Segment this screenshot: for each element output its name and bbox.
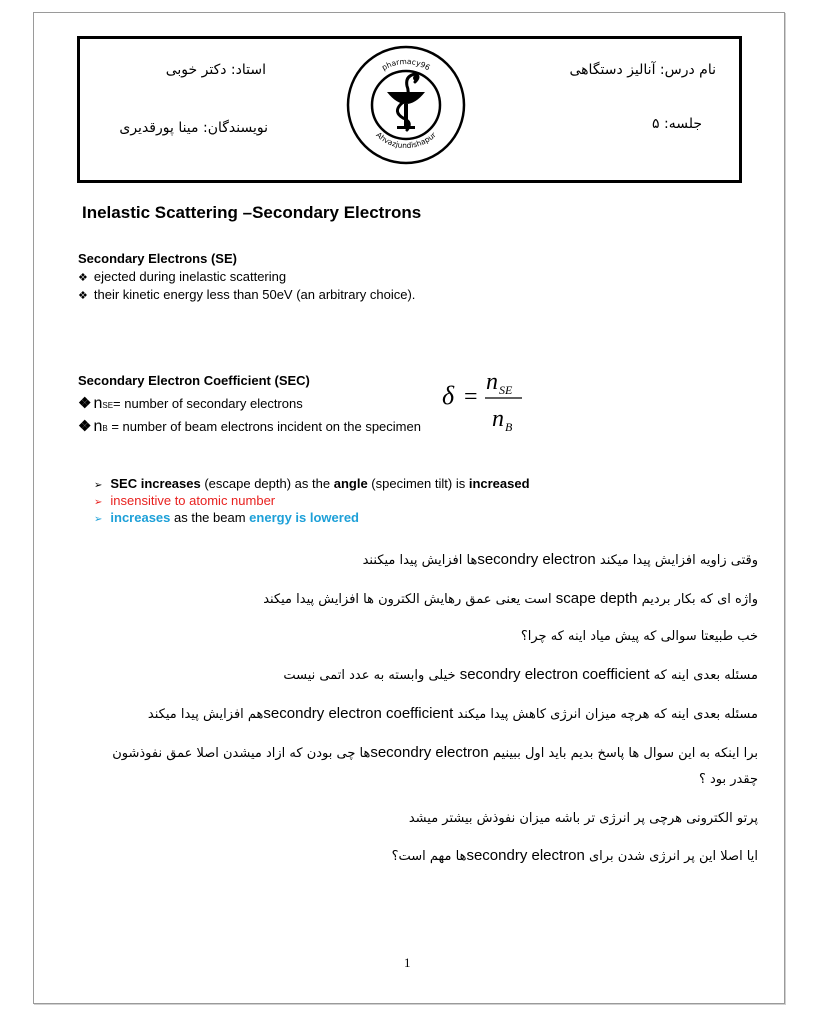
arrow-bullet-icon: ➢ <box>94 514 103 525</box>
note-paragraph-7: پرتو الکترونی هرچی پر انرژی تر باشه میزان نفوذش بیشتر میشد <box>408 811 758 826</box>
se-bullet-2 <box>78 287 415 302</box>
n-subscript: SE <box>102 401 114 410</box>
observation-3: ➢ increases as the beam energy is lowered <box>94 510 359 525</box>
diamond-bullet-icon: ❖ <box>78 272 88 284</box>
formula-equals: = <box>464 384 478 410</box>
sec-bullet-text: = number of secondary electrons <box>113 396 303 411</box>
diamond-bullet-icon: ❖ <box>78 395 92 412</box>
note-paragraph-5: مسئله بعدی اینه که هرچه میزان انرژی کاهش پیدا میکند secondry electron coefficientهم افزایش پیدا میکند <box>147 705 758 722</box>
observation-1: ➢ SEC increases (escape depth) as the angle (specimen tilt) is increased <box>94 476 530 491</box>
course-name: نام درس: آنالیز دستگاهی <box>569 62 716 78</box>
session-number: جلسه: ۵ <box>652 116 702 132</box>
page-number: 1 <box>404 955 411 970</box>
diamond-bullet-icon: ❖ <box>78 290 88 302</box>
instructor-name: استاد: دکتر خوبی <box>165 62 266 78</box>
sec-bullet-2 <box>78 417 421 436</box>
note-paragraph-3: خب طبیعتا سوالی که پیش میاد اینه که چرا؟ <box>520 629 758 644</box>
formula-denominator-sub: B <box>505 420 513 434</box>
sec-heading: Secondary Electron Coefficient (SEC) <box>78 373 310 388</box>
authors: نویسندگان: مینا پورقدیری <box>119 120 268 136</box>
n-subscript: B <box>102 424 108 433</box>
formula-delta: δ <box>442 381 455 410</box>
formula-numerator-sub: SE <box>499 383 513 397</box>
formula-denominator: n <box>492 406 504 432</box>
se-bullet-1 <box>78 269 286 284</box>
n-symbol: n <box>93 395 103 412</box>
se-bullet-text: their kinetic energy less than 50eV (an arbitrary choice). <box>93 287 416 302</box>
pharmacy-logo <box>345 44 467 166</box>
diamond-bullet-icon: ❖ <box>78 418 92 435</box>
se-bullet-text: ejected during inelastic scattering <box>93 269 287 284</box>
n-symbol: n <box>93 418 103 435</box>
note-paragraph-4: مسئله بعدی اینه که secondry electron coefficient خیلی وابسته به عدد اتمی نیست <box>283 666 758 683</box>
sec-formula <box>440 366 540 438</box>
note-paragraph-2: واژه ای که بکار بردیم scape depth است یعنی عمق رهایش الکترون ها افزایش پیدا میکند <box>263 590 758 607</box>
arrow-bullet-icon: ➢ <box>94 480 103 491</box>
formula-numerator: n <box>486 369 498 395</box>
note-paragraph-8: ایا اصلا این پر انرژی شدن برای secondry electronها مهم است؟ <box>391 847 758 864</box>
arrow-bullet-icon: ➢ <box>94 497 103 508</box>
page-title: Inelastic Scattering –Secondary Electrons <box>82 203 422 222</box>
sec-bullet-text: = number of beam electrons incident on the specimen <box>107 419 421 434</box>
note-paragraph-1: وقتی زاویه افزایش پیدا میکند secondry electronها افزایش پیدا میکنند <box>362 551 758 568</box>
observation-2: ➢ insensitive to atomic number <box>94 493 276 508</box>
se-heading: Secondary Electrons (SE) <box>78 251 237 266</box>
logo-bottom-text: Ahvazjundishapur <box>374 130 438 151</box>
note-paragraph-6: برا اینکه به این سوال ها پاسخ بدیم باید اول ببینیم secondry electronها چی بودن که ازاد میشدن اصلا عمق نفوذشون چقدر بود ؟ <box>112 744 758 787</box>
logo-top-text: pharmacy96 <box>380 56 432 73</box>
sec-bullet-1 <box>78 394 303 413</box>
